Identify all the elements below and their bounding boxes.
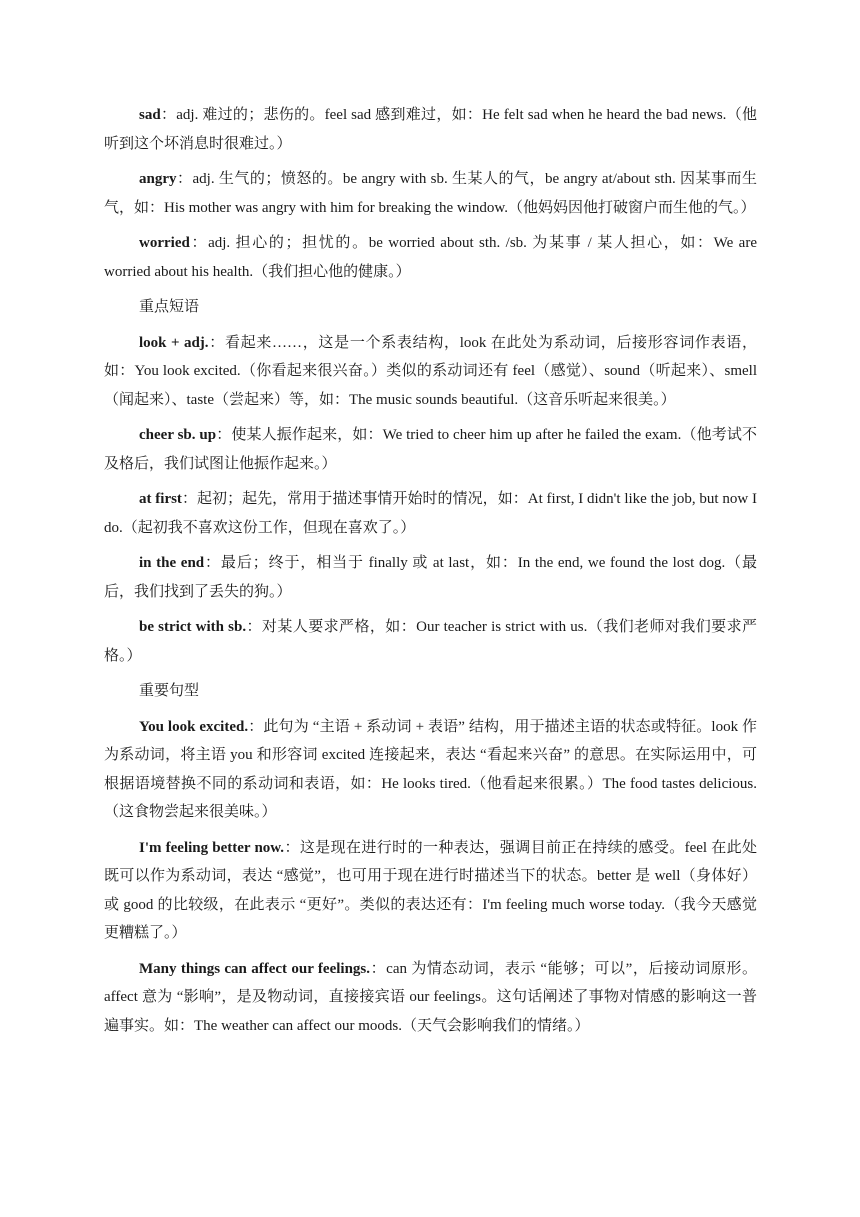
entry-text: ：使某人振作起来，如：We tried to cheer him up after he failed the exam.（他考试不及格后，我们试图让他振作起来。） xyxy=(104,427,757,472)
vocab-entry-sad xyxy=(104,101,757,158)
entry-text: ：adj. 生气的；愤怒的。be angry with sb. 生某人的气，be angry at/about sth. 因某事而生气，如：His mother was angry with him for breaking the window.（他妈妈因他打破窗户而生他的气。） xyxy=(104,171,757,216)
vocab-entry-worried xyxy=(104,229,757,286)
section-heading-phrases: 重点短语 xyxy=(139,299,200,315)
entry-term: angry xyxy=(139,171,177,187)
entry-text: ：看起来……，这是一个系表结构，look 在此处为系动词，后接形容词作表语，如：You look excited.（你看起来很兴奋。）类似的系动词还有 feel（感觉）、sound（听起来）、smell（闻起来）、taste（尝起来）等，如：The music sounds beautiful.（这音乐听起来很美。） xyxy=(104,334,757,408)
entry-text: ：对某人要求严格，如：Our teacher is strict with us.（我们老师对我们要求严格。） xyxy=(104,619,757,664)
entry-text: ：adj. 难过的；悲伤的。feel sad 感到难过，如：He felt sad when he heard the bad news.（他听到这个坏消息时很难过。） xyxy=(104,107,757,152)
entry-text: ：adj. 担心的；担忧的。be worried about sth. /sb. 为某事 / 某人担心，如：We are worried about his health.（我们担心他的健康。） xyxy=(104,235,757,280)
entry-term: look + adj. xyxy=(139,334,209,351)
entry-text: ：这是现在进行时的一种表达，强调目前正在持续的感受。feel 在此处既可以作为系动词，表达 “感觉”，也可用于现在进行时描述当下的状态。better 是 well（身体好）或 good 的比较级，在此表示 “更好”。类似的表达还有：I'm feeling much worse today.（我今天感觉更糟糕了。） xyxy=(104,839,757,941)
sentence-entry-look-excited xyxy=(104,713,757,827)
entry-text: ：起初；起先，常用于描述事情开始时的情况，如：At first, I didn't like the job, but now I do.（起初我不喜欢这份工作，但现在喜欢了。） xyxy=(104,491,757,536)
phrase-entry-be-strict xyxy=(104,613,757,670)
sentence-entry-feeling-better xyxy=(104,834,757,948)
entry-term: in the end xyxy=(139,555,205,571)
section-heading-sentences: 重要句型 xyxy=(139,683,200,699)
entry-text: ：最后；终于，相当于 finally 或 at last，如：In the end, we found the lost dog.（最后，我们找到了丢失的狗。） xyxy=(104,555,757,600)
phrase-entry-cheer-up xyxy=(104,421,757,478)
phrase-entry-look-adj xyxy=(104,329,757,415)
entry-term: cheer sb. up xyxy=(139,427,217,443)
entry-term: worried xyxy=(139,235,190,251)
phrase-entry-at-first xyxy=(104,485,757,542)
phrase-entry-in-the-end xyxy=(104,549,757,606)
entry-term: at first xyxy=(139,491,182,507)
entry-term: Many things can affect our feelings. xyxy=(139,960,370,977)
entry-text: ：此句为 “主语 + 系动词 + 表语” 结构，用于描述主语的状态或特征。look 作为系动词，将主语 you 和形容词 excited 连接起来，表达 “看起来兴奋” 的意思。在实际运用中，可根据语境替换不同的系动词和表语，如：He looks tired.（他看起来很累。）The food tastes delicious.（这食物尝起来很美味。） xyxy=(104,718,758,820)
entry-term: I'm feeling better now. xyxy=(139,839,285,856)
entry-term: be strict with sb. xyxy=(139,619,247,635)
entry-term: You look excited. xyxy=(139,718,249,735)
entry-text: ：can 为情态动词，表示 “能够；可以”，后接动词原形。affect 意为 “影响”，是及物动词，直接接宾语 our feelings。这句话阐述了事物对情感的影响这一普遍事实。如：The weather can affect our moods.（天气会影响我们的情绪。） xyxy=(104,960,757,1034)
document-page xyxy=(104,101,757,1047)
vocab-entry-angry xyxy=(104,165,757,222)
sentence-entry-affect-feelings xyxy=(104,955,757,1041)
entry-term: sad xyxy=(139,107,161,123)
